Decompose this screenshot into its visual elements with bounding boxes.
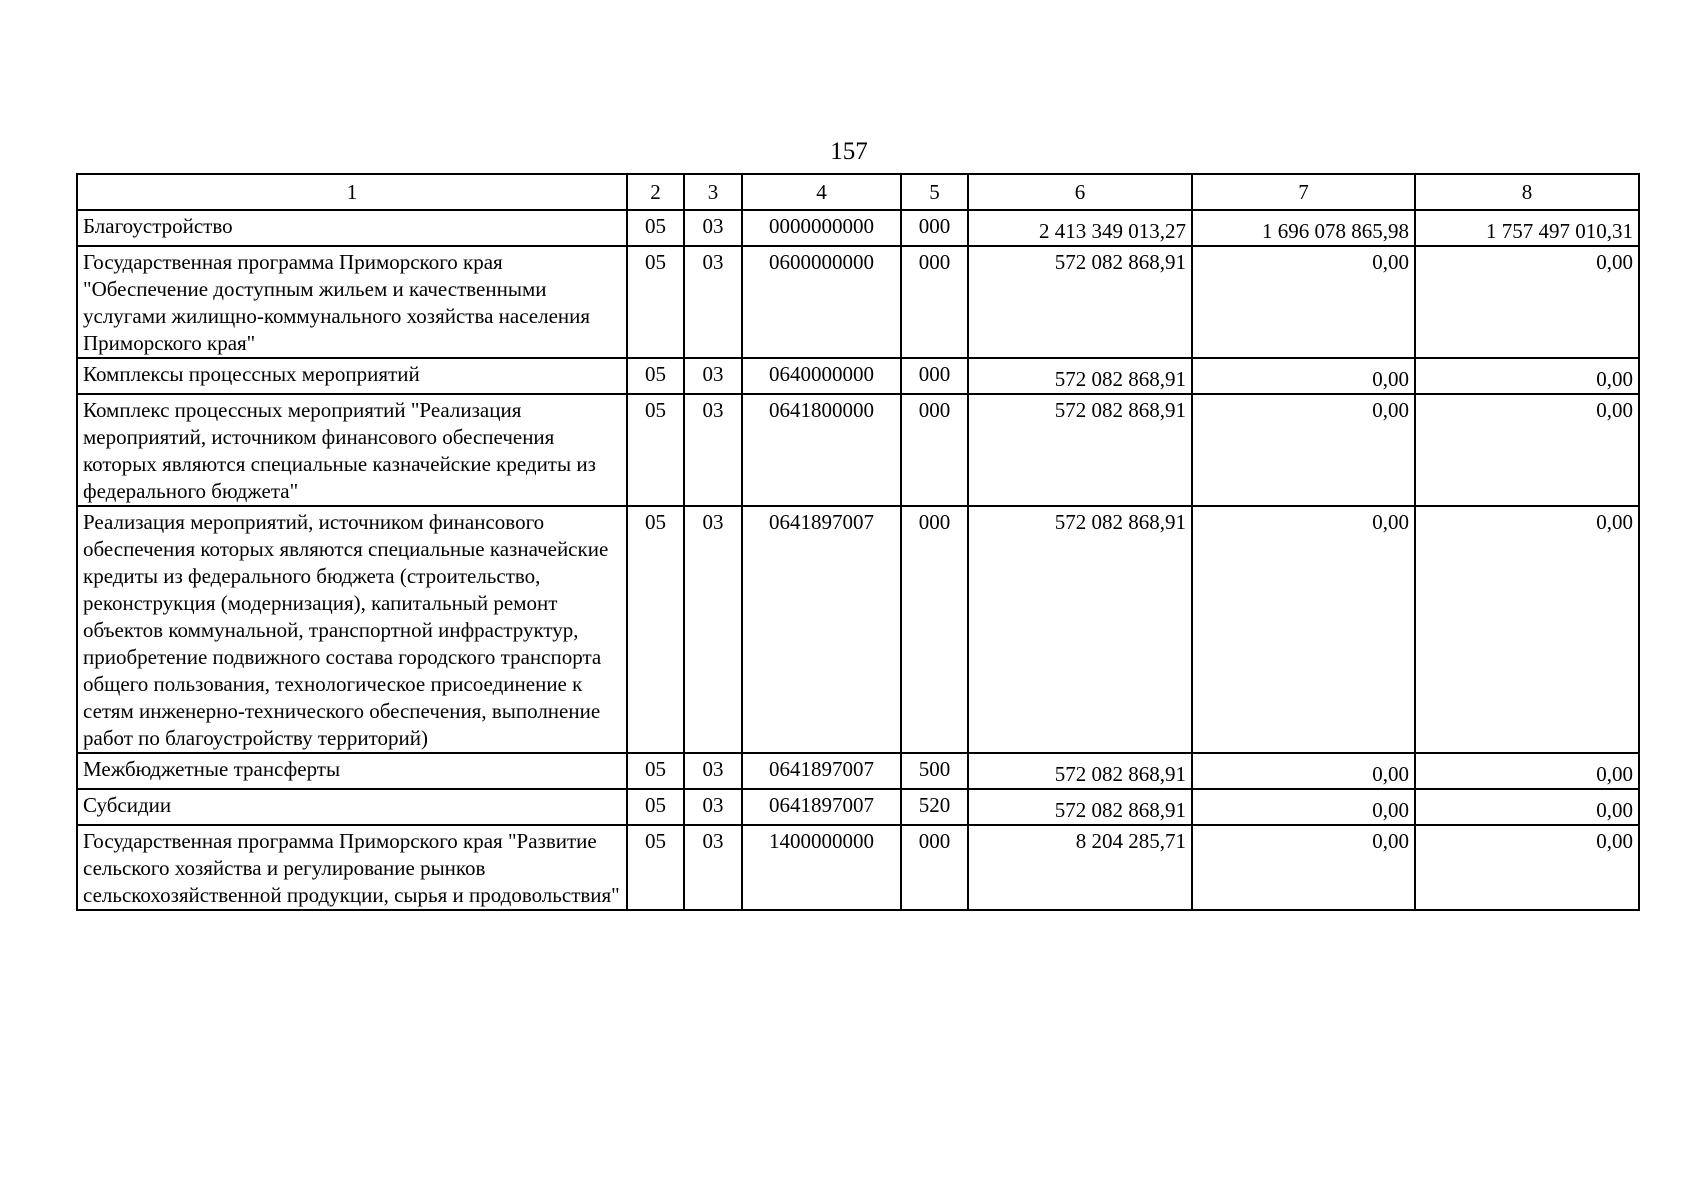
subsection-code: 03 <box>684 789 742 825</box>
table-row <box>77 506 1639 753</box>
amount-col-7: 0,00 <box>1192 506 1415 753</box>
item-name: Комплекс процессных мероприятий "Реализация мероприятий, источником финансового обеспечения которых являются специальные казначейские кредиты из федерального бюджета" <box>77 394 627 506</box>
target-article-code: 0641897007 <box>742 753 901 789</box>
table-row <box>77 789 1639 825</box>
item-name: Реализация мероприятий, источником финансового обеспечения которых являются специальные казначейские кредиты из федерального бюджета (строительство, реконструкция (модернизация), капитальный ремонт объектов коммунальной, транспортной инфраструктур, приобретение подвижного состава городского транспорта общего пользования, технологическое присоединение к сетям инженерно-технического обеспечения, выполнение работ по благоустройству территорий) <box>77 506 627 753</box>
table-row <box>77 246 1639 358</box>
section-code: 05 <box>627 358 684 394</box>
target-article-code: 0640000000 <box>742 358 901 394</box>
target-article-code: 0600000000 <box>742 246 901 358</box>
table-row <box>77 394 1639 506</box>
item-name: Государственная программа Приморского края "Обеспечение доступным жильем и качественными услугами жилищно-коммунального хозяйства населения Приморского края" <box>77 246 627 358</box>
table-row <box>77 358 1639 394</box>
target-article-code: 0641897007 <box>742 789 901 825</box>
item-name: Межбюджетные трансферты <box>77 753 627 789</box>
expense-type-code: 000 <box>901 358 968 394</box>
section-code: 05 <box>627 394 684 506</box>
amount-col-8: 0,00 <box>1415 753 1639 789</box>
target-article-code: 1400000000 <box>742 825 901 910</box>
column-header: 8 <box>1415 174 1639 210</box>
item-name: Комплексы процессных мероприятий <box>77 358 627 394</box>
amount-col-7: 0,00 <box>1192 753 1415 789</box>
expense-type-code: 000 <box>901 210 968 246</box>
amount-col-6: 572 082 868,91 <box>968 753 1192 789</box>
amount-col-6: 572 082 868,91 <box>968 789 1192 825</box>
amount-col-7: 0,00 <box>1192 394 1415 506</box>
subsection-code: 03 <box>684 506 742 753</box>
item-name: Благоустройство <box>77 210 627 246</box>
expense-type-code: 000 <box>901 246 968 358</box>
table-row <box>77 825 1639 910</box>
amount-col-8: 0,00 <box>1415 358 1639 394</box>
amount-col-6: 572 082 868,91 <box>968 394 1192 506</box>
subsection-code: 03 <box>684 210 742 246</box>
subsection-code: 03 <box>684 753 742 789</box>
amount-col-6: 2 413 349 013,27 <box>968 210 1192 246</box>
section-code: 05 <box>627 753 684 789</box>
column-header: 6 <box>968 174 1192 210</box>
amount-col-7: 0,00 <box>1192 246 1415 358</box>
table-row <box>77 753 1639 789</box>
amount-col-8: 0,00 <box>1415 825 1639 910</box>
subsection-code: 03 <box>684 246 742 358</box>
amount-col-6: 572 082 868,91 <box>968 358 1192 394</box>
amount-col-7: 1 696 078 865,98 <box>1192 210 1415 246</box>
item-name: Государственная программа Приморского края "Развитие сельского хозяйства и регулирование рынков сельскохозяйственной продукции, сырья и продовольствия" <box>77 825 627 910</box>
section-code: 05 <box>627 506 684 753</box>
section-code: 05 <box>627 789 684 825</box>
subsection-code: 03 <box>684 825 742 910</box>
amount-col-7: 0,00 <box>1192 789 1415 825</box>
amount-col-8: 0,00 <box>1415 789 1639 825</box>
expense-type-code: 500 <box>901 753 968 789</box>
target-article-code: 0641897007 <box>742 506 901 753</box>
column-header-row <box>77 174 1639 210</box>
target-article-code: 0000000000 <box>742 210 901 246</box>
expense-type-code: 000 <box>901 506 968 753</box>
expense-type-code: 520 <box>901 789 968 825</box>
amount-col-7: 0,00 <box>1192 358 1415 394</box>
column-header: 1 <box>77 174 627 210</box>
table-row <box>77 210 1639 246</box>
expense-type-code: 000 <box>901 825 968 910</box>
column-header: 2 <box>627 174 684 210</box>
section-code: 05 <box>627 825 684 910</box>
section-code: 05 <box>627 210 684 246</box>
amount-col-8: 0,00 <box>1415 394 1639 506</box>
subsection-code: 03 <box>684 358 742 394</box>
amount-col-7: 0,00 <box>1192 825 1415 910</box>
amount-col-6: 572 082 868,91 <box>968 506 1192 753</box>
amount-col-6: 8 204 285,71 <box>968 825 1192 910</box>
column-header: 4 <box>742 174 901 210</box>
column-header: 3 <box>684 174 742 210</box>
page-number: 157 <box>830 138 868 165</box>
amount-col-6: 572 082 868,91 <box>968 246 1192 358</box>
target-article-code: 0641800000 <box>742 394 901 506</box>
amount-col-8: 0,00 <box>1415 246 1639 358</box>
item-name: Субсидии <box>77 789 627 825</box>
column-header: 5 <box>901 174 968 210</box>
section-code: 05 <box>627 246 684 358</box>
budget-table <box>76 173 1640 911</box>
expense-type-code: 000 <box>901 394 968 506</box>
amount-col-8: 1 757 497 010,31 <box>1415 210 1639 246</box>
amount-col-8: 0,00 <box>1415 506 1639 753</box>
column-header: 7 <box>1192 174 1415 210</box>
subsection-code: 03 <box>684 394 742 506</box>
